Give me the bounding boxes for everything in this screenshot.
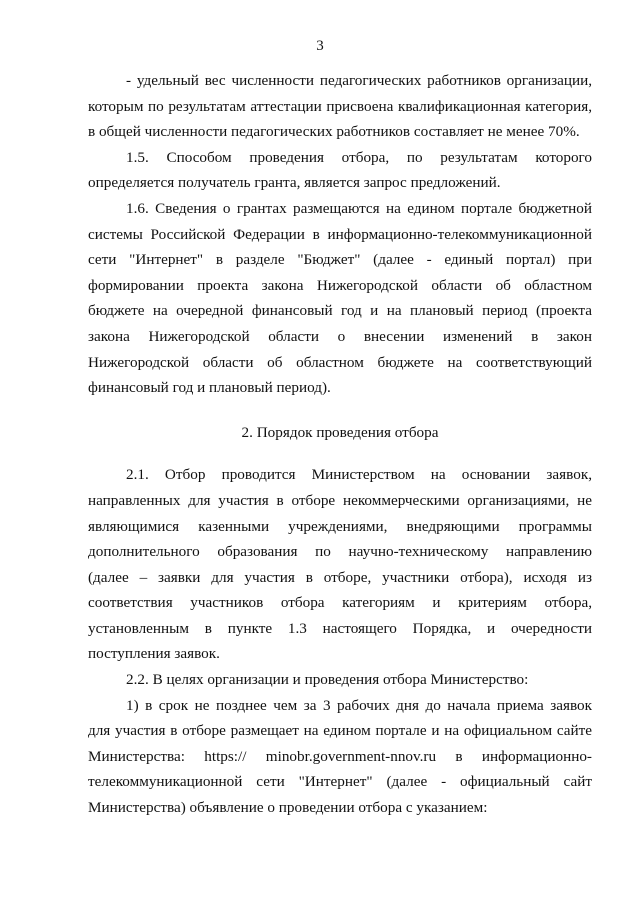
text-line: (далее – заявки для участия в отборе, участники отбора), исходя из <box>88 568 592 586</box>
text-line: Нижегородской области об областном бюджете на соответствующий <box>88 353 592 371</box>
text-line: формировании проекта закона Нижегородской области об областном <box>88 276 592 294</box>
page-number: 3 <box>316 38 324 54</box>
text-line: сети "Интернет" в разделе "Бюджет" (далее - единый портал) при <box>88 251 592 269</box>
text-line: бюджете на очередной финансовый год и на плановый период (проекта <box>88 302 592 320</box>
text-line: 2.1. Отбор проводится Министерством на основании заявок, <box>126 466 592 484</box>
text-line: 1) в срок не позднее чем за 3 рабочих дня до начала приема заявок <box>126 696 592 714</box>
section-heading: 2. Порядок проведения отбора <box>241 423 439 441</box>
text-line: поступления заявок. <box>88 645 220 663</box>
text-line: определяется получатель гранта, является запрос предложений. <box>88 174 501 192</box>
text-line: 1.6. Сведения о грантах размещаются на едином портале бюджетной <box>126 199 592 217</box>
paragraph-2-2-item-1 <box>88 693 592 821</box>
text-line: 2.2. В целях организации и проведения отбора Министерство: <box>126 671 529 689</box>
text-line: Министерства) объявление о проведении отбора с указанием: <box>88 799 488 817</box>
text-line: которым по результатам аттестации присвоена квалификационная категория, <box>88 97 592 115</box>
text-line: в общей численности педагогических работников составляет не менее 70%. <box>88 123 580 141</box>
text-line: - удельный вес численности педагогических работников организации, <box>126 72 592 89</box>
document-body <box>88 68 592 821</box>
text-line: закона Нижегородской области о внесении изменений в закон <box>88 327 592 345</box>
text-line: направленных для участия в отборе некоммерческими организациями, не <box>88 491 592 509</box>
text-line: 1.5. Способом проведения отбора, по результатам которого <box>126 148 592 166</box>
paragraph-1-6 <box>88 196 592 401</box>
text-line: для участия в отборе размещает на едином портале и на официальном сайте <box>88 722 592 740</box>
paragraph-2-2 <box>88 667 592 693</box>
paragraph-qualification-share <box>88 68 592 145</box>
text-line: установленным в пункте 1.3 настоящего Порядка, и очередности <box>88 619 592 637</box>
text-line: являющимися казенными учреждениями, внедряющими программы <box>88 517 592 535</box>
paragraph-2-1 <box>88 462 592 667</box>
paragraph-1-5 <box>88 145 592 196</box>
text-line: соответствия участников отбора категориям и критериям отбора, <box>88 594 592 612</box>
text-line: финансовый год и плановый период). <box>88 379 331 397</box>
text-line: системы Российской Федерации в информационно-телекоммуникационной <box>88 225 592 243</box>
text-line: Министерства: https:// minobr.government-nnov.ru в информационно- <box>88 747 592 765</box>
text-line: дополнительного образования по научно-техническому направлению <box>88 543 592 561</box>
text-line: телекоммуникационной сети "Интернет" (далее - официальный сайт <box>88 773 592 791</box>
